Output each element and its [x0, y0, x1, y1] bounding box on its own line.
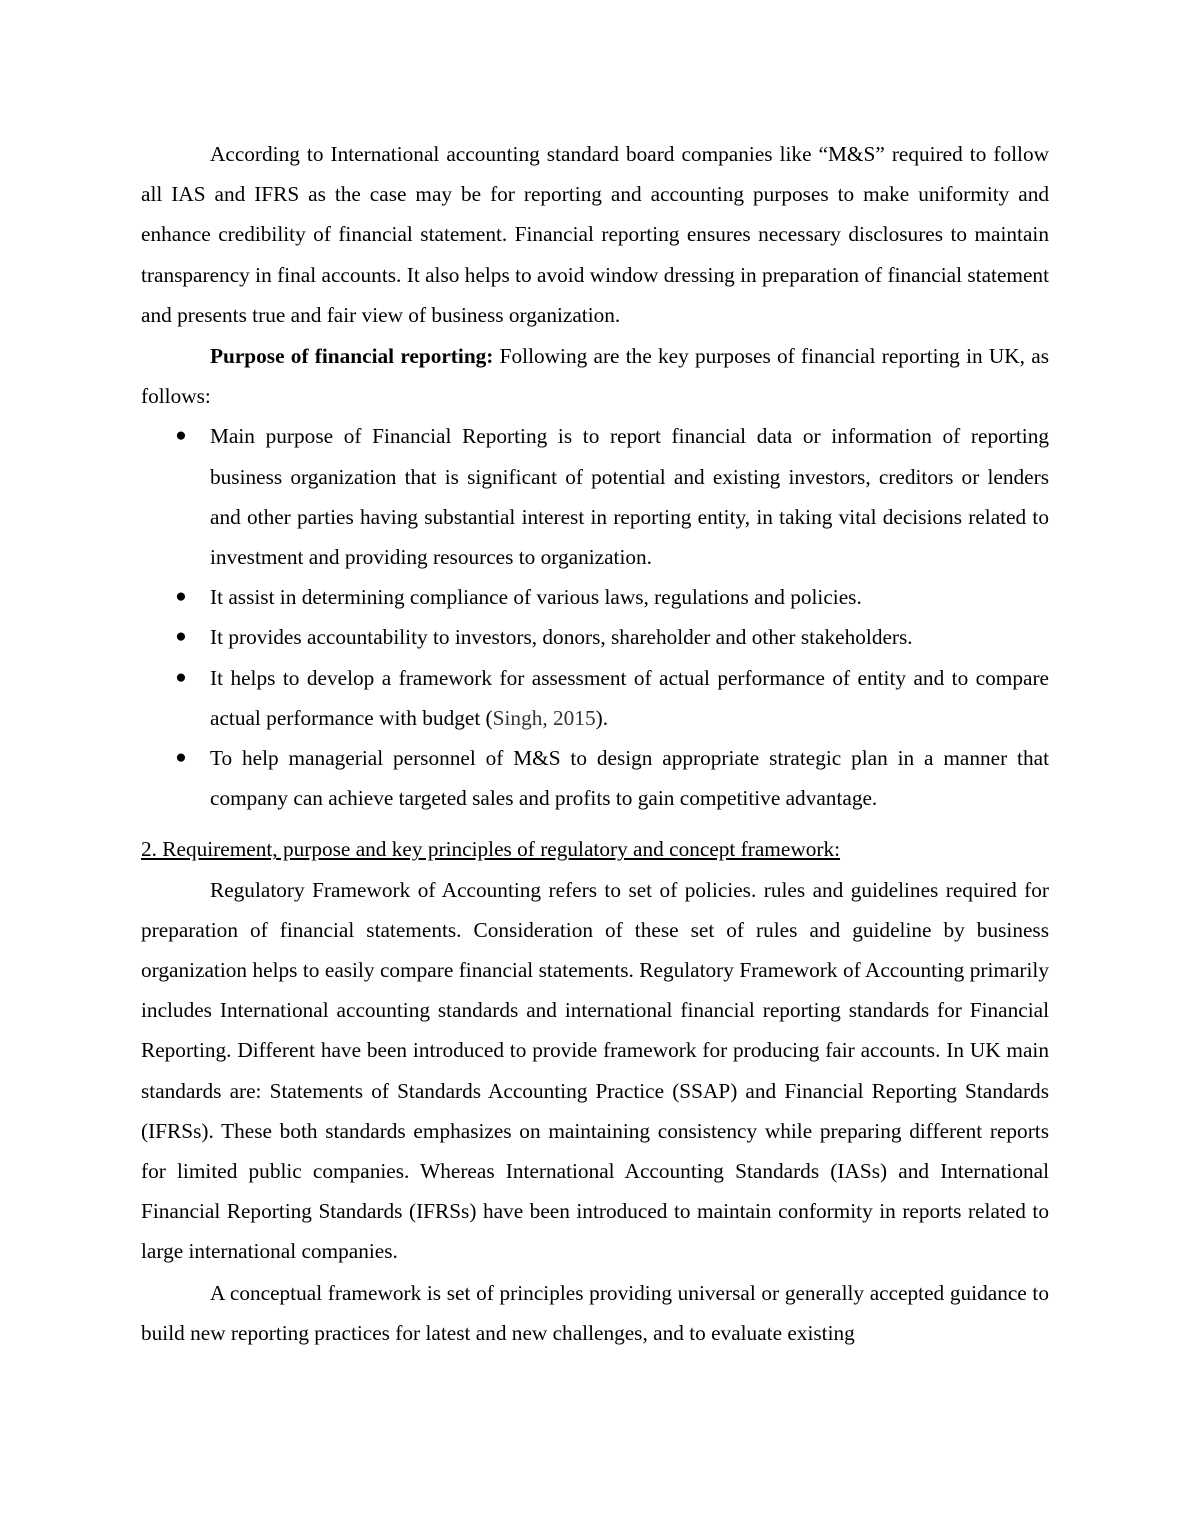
- bullet-icon: ●: [175, 747, 187, 769]
- list-item-text: To help managerial personnel of M&S to design appropriate strategic plan in a manner that company can achieve targeted sales and profits to gain competitive advantage.: [210, 746, 1049, 811]
- intro-paragraph: According to International accounting standard board companies like “M&S” required to follow all IAS and IFRS as the case may be for reporting and accounting purposes to make uniformity and enhance credibility of financial statement. Financial reporting ensures necessary disclosures to maintain transparency in final accounts. It also helps to avoid window dressing in preparation of financial statement and presents true and fair view of business organization.: [141, 142, 1049, 327]
- citation-link: Singh, 2015: [492, 705, 596, 730]
- bullet-icon: ●: [175, 425, 187, 447]
- list-item-text: It provides accountability to investors, donors, shareholder and other stakeholders.: [210, 625, 913, 650]
- purpose-paragraph: [141, 336, 1049, 416]
- list-item-text: It helps to develop a framework for assessment of actual performance of entity and to compare actual performance with budget (: [210, 665, 1049, 730]
- regulatory-framework-paragraph: Regulatory Framework of Accounting refers to set of policies. rules and guidelines required for preparation of financial statements. Consideration of these set of rules and guideline by business organization helps to easily compare financial statements. Regulatory Framework of Accounting primarily includes International accounting standards and international financial reporting standards for Financial Reporting. Different have been introduced to provide framework for producing fair accounts. In UK main standards are: Statements of Standards Accounting Practice (SSAP) and Financial Reporting Standards (IFRSs). These both standards emphasizes on maintaining consistency while preparing different reports for limited public companies. Whereas International Accounting Standards (IASs) and International Financial Reporting Standards (IFRSs) have been introduced to maintain conformity in reports related to large international companies.: [141, 877, 1049, 1264]
- section-heading: 2. Requirement, purpose and key principles of regulatory and concept framework:: [141, 837, 841, 862]
- list-item-text: Main purpose of Financial Reporting is to report financial data or information of reporting business organization that is significant of potential and existing investors, creditors or lenders and other parties having substantial interest in reporting entity, in taking vital decisions related to investment and providing resources to organization.: [210, 424, 1049, 570]
- purpose-text: Following are the key purposes of financial reporting in UK, as follows:: [141, 344, 1050, 409]
- bullet-icon: ●: [175, 666, 187, 688]
- list-item: [141, 658, 1049, 738]
- document-page: [141, 134, 1049, 1353]
- conceptual-framework-paragraph: A conceptual framework is set of principles providing universal or generally accepted guidance to build new reporting practices for latest and new challenges, and to evaluate existing: [141, 1280, 1049, 1345]
- list-item: [141, 617, 1049, 657]
- list-item: [141, 577, 1049, 617]
- list-item: [141, 416, 1049, 577]
- list-item: [141, 738, 1049, 818]
- purpose-bullet-list: [141, 416, 1049, 818]
- bullet-icon: ●: [175, 626, 187, 648]
- bullet-icon: ●: [175, 586, 187, 608]
- list-item-text-end: ).: [595, 705, 609, 730]
- purpose-label: Purpose of financial reporting:: [210, 344, 494, 369]
- list-item-text: It assist in determining compliance of various laws, regulations and policies.: [210, 585, 862, 610]
